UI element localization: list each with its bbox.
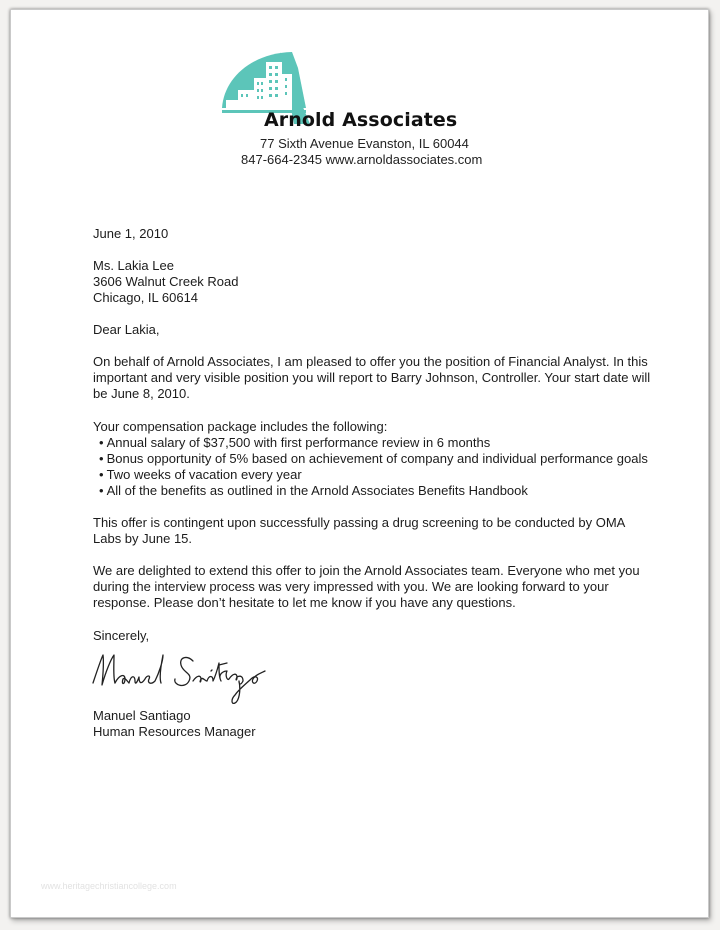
company-contact: 847-664-2345 www.arnoldassociates.com [241, 152, 483, 167]
signer-name: Manuel Santiago [93, 708, 191, 723]
list-item: • Two weeks of vacation every year [93, 467, 663, 483]
watermark: www.heritagechristiancollege.com [41, 881, 177, 891]
closing-paragraph: We are delighted to extend this offer to join the Arnold Associates team. Everyone who met you during the interview process was very impressed with you. We are looking forward to your response. Please don’t hesitate to let me know if you have any questions. [93, 563, 640, 610]
compensation-section [93, 419, 663, 499]
compensation-list [93, 435, 663, 499]
list-item: • Bonus opportunity of 5% based on achievement of company and individual performance goals [93, 451, 663, 467]
signer-title: Human Resources Manager [93, 724, 256, 739]
letter-page [10, 9, 709, 918]
list-item: • Annual salary of $37,500 with first performance review in 6 months [93, 435, 663, 451]
salutation: Dear Lakia, [93, 322, 160, 337]
company-name: Arnold Associates [264, 109, 458, 131]
signer-block [93, 708, 663, 740]
compensation-intro: Your compensation package includes the following: [93, 419, 388, 434]
complimentary-close: Sincerely, [93, 628, 150, 643]
recipient-name: Ms. Lakia Lee [93, 258, 174, 273]
letter-date: June 1, 2010 [93, 226, 169, 241]
company-address: 77 Sixth Avenue Evanston, IL 60044 [260, 136, 469, 151]
list-item: • All of the benefits as outlined in the Arnold Associates Benefits Handbook [93, 483, 663, 499]
recipient-city: Chicago, IL 60614 [93, 290, 199, 305]
recipient-block [93, 258, 663, 306]
offer-paragraph: On behalf of Arnold Associates, I am pleased to offer you the position of Financial Analyst. In this important and very visible position you will report to Barry Johnson, Controller. Your start date will be June 8, 2010. [93, 354, 651, 401]
handwritten-signature [89, 641, 304, 709]
contingency-paragraph: This offer is contingent upon successfully passing a drug screening to be conducted by OMA Labs by June 15. [93, 515, 625, 546]
recipient-street: 3606 Walnut Creek Road [93, 274, 239, 289]
